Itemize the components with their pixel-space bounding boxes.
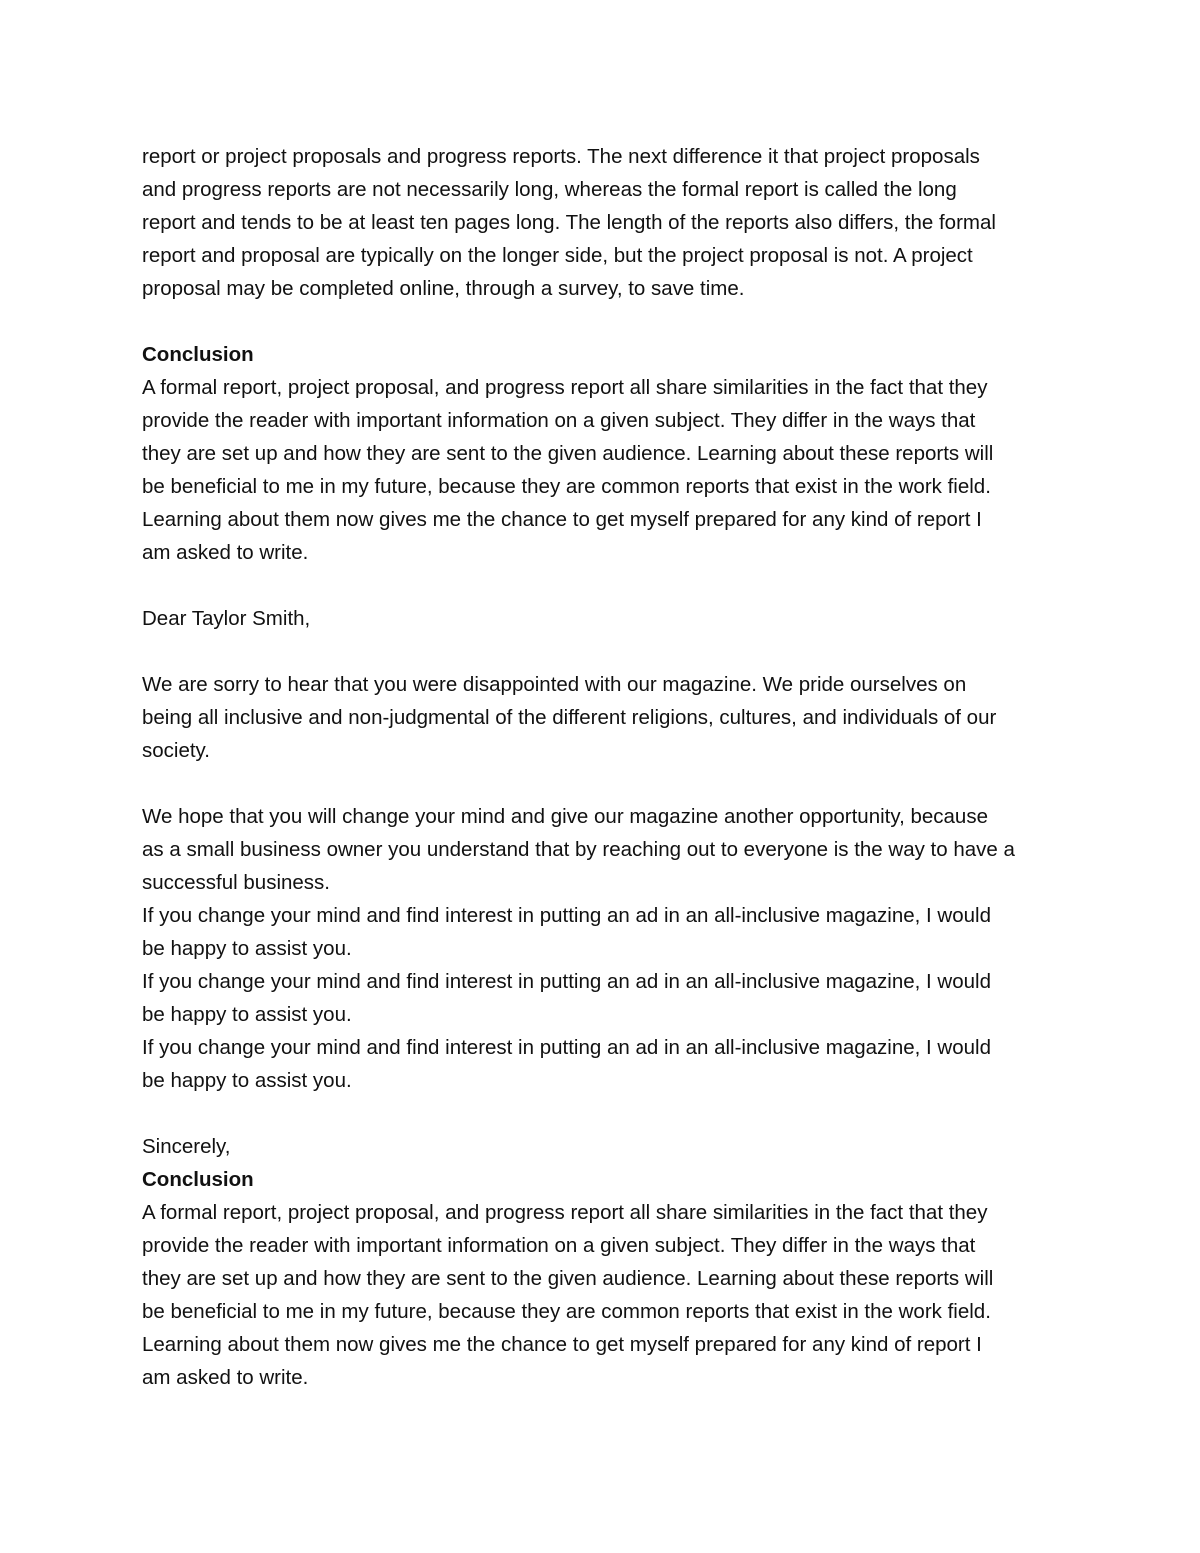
- text-line: they are set up and how they are sent to the given audience. Learning about these reports will: [142, 1267, 994, 1290]
- text-line: report and tends to be at least ten pages long. The length of the reports also differs, the formal: [142, 211, 996, 234]
- text-line: being all inclusive and non-judgmental of the different religions, cultures, and individuals of our: [142, 706, 997, 729]
- letter-paragraph-1: [142, 668, 1062, 767]
- letter-closing: Sincerely,: [142, 1135, 231, 1158]
- text-line: We are sorry to hear that you were disappointed with our magazine. We pride ourselves on: [142, 673, 967, 696]
- paragraph-spacer: [142, 305, 1062, 338]
- text-line: report and proposal are typically on the longer side, but the project proposal is not. A project: [142, 244, 973, 267]
- conclusion-section-1: [142, 338, 1062, 569]
- text-line: A formal report, project proposal, and progress report all share similarities in the fact that they: [142, 1201, 988, 1224]
- paragraph-spacer: [142, 1097, 1062, 1130]
- text-line: If you change your mind and find interest in putting an ad in an all-inclusive magazine, I would: [142, 1036, 991, 1059]
- text-line: Learning about them now gives me the chance to get myself prepared for any kind of report I: [142, 1333, 982, 1356]
- text-line: be happy to assist you.: [142, 1069, 352, 1092]
- text-line: be happy to assist you.: [142, 937, 352, 960]
- section-heading: Conclusion: [142, 1168, 254, 1191]
- paragraph-spacer: [142, 767, 1062, 800]
- text-line: provide the reader with important information on a given subject. They differ in the ways that: [142, 409, 976, 432]
- conclusion-section-2: [142, 1163, 1062, 1394]
- paragraph-spacer: [142, 569, 1062, 602]
- text-line: am asked to write.: [142, 541, 309, 564]
- text-line: We hope that you will change your mind and give our magazine another opportunity, because: [142, 805, 988, 828]
- document-page: [142, 140, 1062, 1394]
- text-line: as a small business owner you understand that by reaching out to everyone is the way to have a: [142, 838, 1015, 861]
- section-heading: Conclusion: [142, 343, 254, 366]
- text-line: be happy to assist you.: [142, 1003, 352, 1026]
- text-line: society.: [142, 739, 210, 762]
- text-line: report or project proposals and progress reports. The next difference it that project proposals: [142, 145, 980, 168]
- text-line: provide the reader with important information on a given subject. They differ in the ways that: [142, 1234, 976, 1257]
- text-line: Learning about them now gives me the chance to get myself prepared for any kind of report I: [142, 508, 982, 531]
- text-line: proposal may be completed online, through a survey, to save time.: [142, 277, 745, 300]
- text-line: and progress reports are not necessarily long, whereas the formal report is called the long: [142, 178, 957, 201]
- intro-paragraph: [142, 140, 1062, 305]
- text-line: If you change your mind and find interest in putting an ad in an all-inclusive magazine, I would: [142, 904, 991, 927]
- text-line: they are set up and how they are sent to the given audience. Learning about these reports will: [142, 442, 994, 465]
- text-line: successful business.: [142, 871, 331, 894]
- paragraph-spacer: [142, 635, 1062, 668]
- text-line: am asked to write.: [142, 1366, 309, 1389]
- text-line: be beneficial to me in my future, because they are common reports that exist in the work field.: [142, 475, 991, 498]
- text-line: A formal report, project proposal, and progress report all share similarities in the fact that they: [142, 376, 988, 399]
- text-line: If you change your mind and find interest in putting an ad in an all-inclusive magazine, I would: [142, 970, 991, 993]
- text-line: be beneficial to me in my future, because they are common reports that exist in the work field.: [142, 1300, 991, 1323]
- letter-paragraph-2: [142, 800, 1062, 1097]
- letter: [142, 602, 1062, 1163]
- letter-salutation: Dear Taylor Smith,: [142, 607, 311, 630]
